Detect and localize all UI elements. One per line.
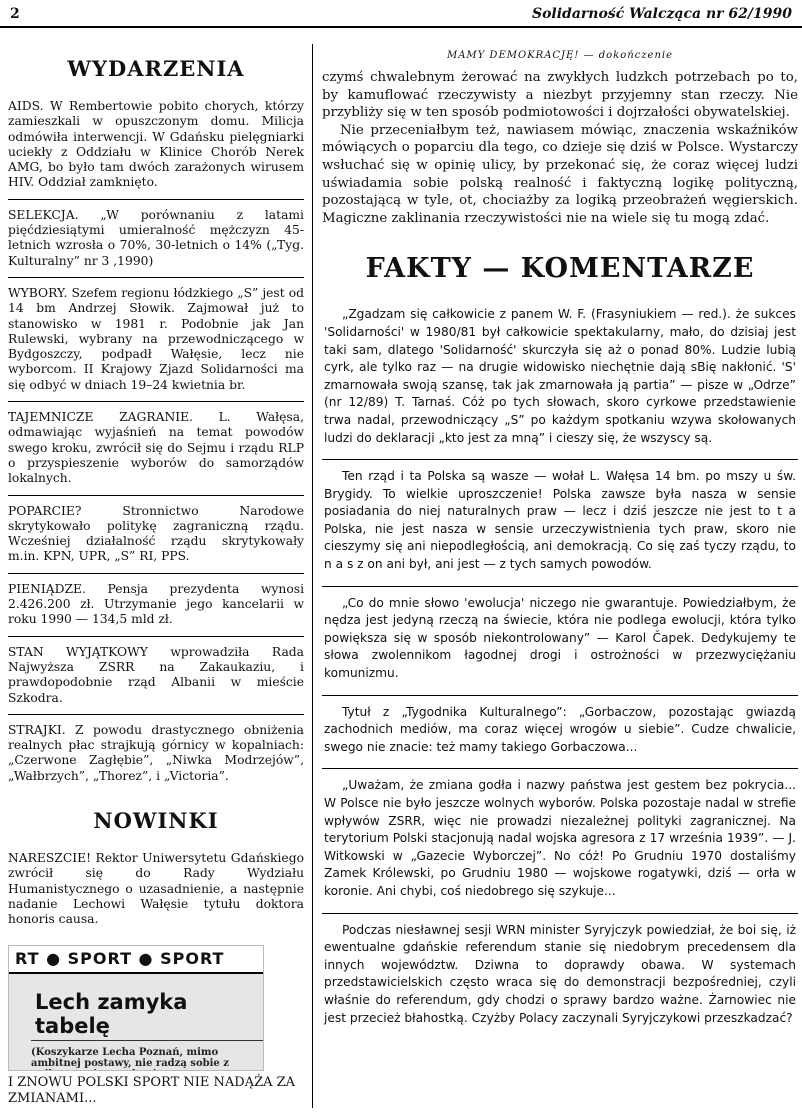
- divider: [8, 495, 304, 496]
- commentary-text: Ten rząd i ta Polska są wasze — wołał L. Wałęsa 14 bm. po mszy u św. Brygidy. To wielkie uproszczenie! Polska zawsze była nasza w sensie posiadania do niej naturalnych praw — lecz i dziś jeszcze nie jest to t a Polska, nie jest nasza w sensie urzeczywistnienia tych praw, skoro nie cieszymy się ani niepodległością, ani demokracją. Co się zaś tyczy rządu, to n a s z on ani był, ani jest — z tych samych powodów.: [324, 469, 796, 572]
- news-item-tajemnicze: TAJEMNICZE ZAGRANIE. L. Wałęsa, odmawiając wyjaśnień na temat powodów swego kroku, zwrócił się do Sejmu i rządu RLP o przyspieszenie wyborów do samorządów lokalnych.: [8, 410, 304, 486]
- commentary-item: [322, 698, 798, 765]
- commentary-text: „Uważam, że zmiana godła i nazwy państwa jest gestem bez pokrycia... W Polsce nie było jeszcze wolnych wyborów. Polska pozostaje nadal w strefie wpływów ZSRR, więc nie prowadzi niezależnej polityki zagranicznej. Na terytorium Polski stacjonują nadal wojska agresora z 17 września 1939”. — J. Witkowski w „Gazecie Wyborczej”. No cóż! Po Grudniu 1970 dostaliśmy Zamek Królewski, po Grudniu 1980 — wojskowe rogatywki, dziś — orła w koronie. Ani chybi, coś niedobrego się szykuje...: [324, 778, 796, 898]
- page-number: 2: [10, 6, 20, 22]
- continuation-paragraph: Nie przeceniałbym też, nawiasem mówiąc, znaczenia wskaźników mówiących o poparciu dla tego, co dzieje się dziś w Polsce. Wystarczy wsłuchać się w opinię ulicy, by przekonać się, że coraz więcej ludzi uświadamia sobie polską realność i faktyczną logikę polityczną, pozostającą w tyle, ot, chociażby za logiką przeobrażeń węgierskich. Magiczne zaklinania rzeczywistości nie na wiele się tu mogą zdać.: [322, 122, 798, 226]
- divider: [322, 695, 798, 696]
- news-item-wybory: WYBORY. Szefem regionu łódzkiego „S” jest od 14 bm Andrzej Słowik. Zajmował już to stanowisko w 1981 r. Podobnie jak Jan Rulewski, wybrany na przewodniczącego w Bydgoszczy, podpadł Wałęsie, lecz nie wyborcom. II Krajowy Zjazd Solidarności ma się odbyć w dniach 19–24 kwietnia br.: [8, 285, 304, 392]
- continuation-heading: MAMY DEMOKRACJĘ! — dokończenie: [446, 50, 674, 61]
- left-column: [8, 46, 304, 1107]
- clipping-band: RT ● SPORT ● SPORT: [9, 946, 263, 974]
- news-item-pieniadze: PIENIĄDZE. Pensja prezydenta wynosi 2.426.200 zł. Utrzymanie jego kancelarii w roku 1990 — 134,5 mld zł.: [8, 581, 304, 627]
- fakty-komentarze-title: FAKTY — KOMENTARZE: [365, 253, 755, 285]
- continuation-paragraph: czymś chwalebnym żerować na zwykłych ludzkch potrzebach po to, by kamuflować rzeczywisty a niezbyt przyjemny stan rzeczy. Nie przybliży się w ten sposób podmiotowości i dojrzałości obywatelskiej.: [322, 70, 798, 121]
- news-item-strajki: STRAJKI. Z powodu drastycznego obniżenia realnych płac strajkują górnicy w kopalniach: „Czerwone Zagłębie”, „Niwka Modrzejów”, „Wałbrzych”, „Thorez”, i „Victoria”.: [8, 722, 304, 783]
- commentary-text: Tytuł z „Tygodnika Kulturalnego”: „Gorbaczow, pozostając gwiazdą zachodnich mediów, ma coraz więcej wrogów u siebie”. Cudze chwalicie, swego nie znacie: też mamy takiego Gorbaczowa...: [324, 704, 796, 754]
- divider: [322, 459, 798, 460]
- news-item-poparcie: POPARCIE? Stronnictwo Narodowe skrytykowało politykę zagraniczną rządu. Wcześniej działalność rządu skrytykowały m.in. KPN, UPR, „S” RI, PPS.: [8, 503, 304, 564]
- news-item-stan-wyjatkowy: STAN WYJĄTKOWY wprowadziła Rada Najwyższa ZSRR na Zakaukaziu, i prawdopodobnie rząd Albanii w mieście Szkodra.: [8, 644, 304, 705]
- commentary-item: [322, 462, 798, 582]
- divider: [8, 714, 304, 715]
- commentary-item: [322, 300, 798, 455]
- column-divider: [312, 44, 313, 1108]
- newspaper-clipping: [8, 945, 264, 1071]
- divider: [8, 199, 304, 200]
- commentary-item: [322, 771, 798, 908]
- right-column: [322, 46, 798, 1035]
- wydarzenia-title: WYDARZENIA: [67, 56, 245, 81]
- commentary-text: „Zgadzam się całkowicie z panem W. F. (Frasyniukiem — red.). że sukces 'Solidarności' w 1980/81 był całkowicie spektakularny, mało, do dzisiaj jest taki sam, dlatego 'Solidarność' skurczyła się aż o ponad 80%. Ludzie lubią cyrk, ale tylko raz — na drugie widowisko niechętnie dają sBię nakłonić. 'S' zmarnowała swoją szansę, tak jak zmarnowała ją partia” — pisze w „Odrze” (nr 12/89) T. Tarnaś. Cóż po tych słowach, skoro cyrkowe przedstawienie trwa nadal, przewodniczący „S” po każdym spotkaniu wzywa skołowanych ludzi do deklaracji „kto jest za mną” i cieszy się, że wszyscy są.: [324, 307, 796, 445]
- news-item-nareszcie: NARESZCIE! Rektor Uniwersytetu Gdańskiego zwrócił się do Rady Wydziału Humanistycznego o uzasadnienie, a następnie nadanie Lechowi Wałęsie tytułu doktora honoris causa.: [8, 850, 304, 927]
- commentary-text: Podczas niesławnej sesji WRN minister Syryjczyk powiedział, że boi się, iż ewentualne gdańskie referendum stanie się niedobrym precedensem dla innych województw. Dziwna to doprawdy obawa. W systemach przedstawicielskich często wraca się do demonstracji bezpośredniej, czyli właśnie do referendum, gdy chodzi o sprawy bardzo ważne. Żarnowiec nie jest przecież błahostką. Czyżby Polacy zaczynali Syryjczykowi przeszkadzać?: [324, 922, 796, 1025]
- clipping-subtext: (Koszykarze Lecha Poznań, mimo ambitnej postawy, nie radzą sobie z: [31, 1047, 229, 1070]
- news-item-selekcja: SELEKCJA. „W porównaniu z latami pięćdziesiątymi umieralność mężczyzn 45-letnich wzrosła o 70%, 30-letnich o 14% („Tyg. Kulturalny” nr 3 ,1990): [8, 207, 304, 268]
- divider: [8, 401, 304, 402]
- commentary-text: „Co do mnie słowo 'ewolucja' niczego nie gwarantuje. Powiedziałbym, że nędza jest jedyną rzeczą na świecie, która nie podlega ewolucji, która tylko powiększa się w sposób niekontrolowany” — Karol Čapek. Dedykujemy te słowa zwolennikom łagodnej drogi i ostrożności w przezwyciężaniu komunizmu.: [324, 595, 796, 681]
- divider: [322, 913, 798, 914]
- commentary-item: [322, 916, 798, 1036]
- divider: [8, 636, 304, 637]
- clipping-headline: Lech zamyka tabelę: [31, 988, 263, 1041]
- publication-title: Solidarność Walcząca nr 62/1990: [531, 6, 792, 22]
- divider: [322, 586, 798, 587]
- commentary-item: [322, 589, 798, 691]
- clipping-caption: I ZNOWU POLSKI SPORT NIE NADĄŻA ZA ZMIANAMI...: [8, 1075, 296, 1107]
- nowinki-title: NOWINKI: [93, 807, 219, 833]
- header-rule: [0, 26, 802, 28]
- divider: [8, 573, 304, 574]
- divider: [8, 277, 304, 278]
- page-header: [10, 6, 792, 24]
- news-item-aids: AIDS. W Rembertowie pobito chorych, którzy zamieszkali w opuszczonym domu. Milicja odmówiła interwencji. W Gdańsku pielęgniarki uciekły z Oddziału w Klinice Chorób Nerek AMG, bo było tam dwóch zarażonych wirusem HIV. Oddział zamknięto.: [8, 99, 304, 190]
- divider: [322, 768, 798, 769]
